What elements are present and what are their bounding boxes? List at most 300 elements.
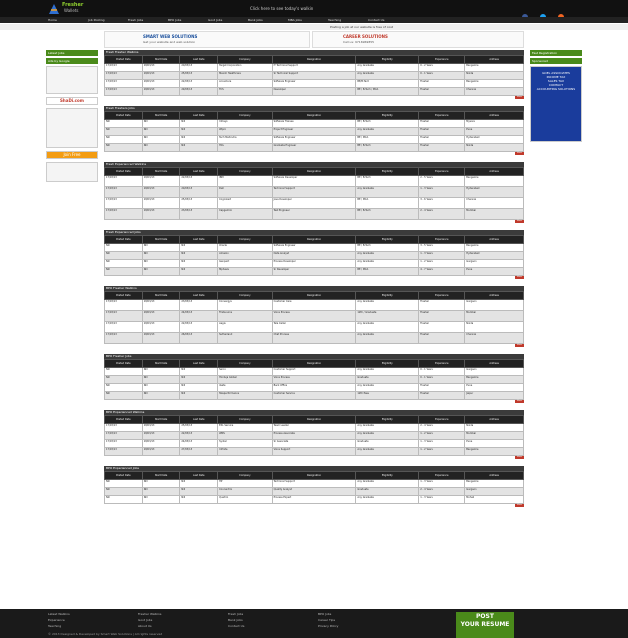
column-header: Experience — [419, 416, 465, 424]
more-button[interactable]: More — [517, 220, 522, 222]
table-cell[interactable]: TCS — [218, 88, 272, 96]
table-cell[interactable]: Amazon — [218, 252, 272, 260]
table-cell: Nill — [105, 244, 143, 252]
table-cell[interactable]: HP — [218, 480, 272, 488]
info-strip — [0, 24, 628, 30]
table-cell: Any Graduate — [356, 448, 419, 456]
table-cell: Software Trainee — [272, 120, 356, 128]
table-cell[interactable]: Wipro — [218, 128, 272, 136]
column-header: Eligibility — [356, 112, 419, 120]
table-cell: Nill — [105, 488, 143, 496]
post-resume-label: POST — [476, 613, 494, 620]
table-cell: 18/03/13 — [142, 440, 180, 448]
column-header: Start Date — [142, 472, 180, 480]
table-cell: Fresher — [419, 80, 465, 88]
table-cell: Sr Developer — [272, 268, 356, 276]
column-header: Company — [218, 472, 272, 480]
more-button[interactable]: More — [517, 400, 522, 402]
column-header: Designation — [272, 472, 356, 480]
table-cell: Pune — [465, 268, 524, 276]
table-cell[interactable]: Tech Mahindra — [218, 136, 272, 144]
table-cell: Nill — [142, 368, 180, 376]
table-cell: 17/03/13 — [105, 424, 143, 432]
table-cell: Nill — [180, 136, 218, 144]
table-cell: BE / MCA — [356, 268, 419, 276]
table-cell: Fresher — [419, 300, 465, 311]
table-cell: Nill — [180, 260, 218, 268]
table-cell: Nill — [142, 244, 180, 252]
column-header: Eligibility — [356, 168, 419, 176]
table-cell[interactable]: Infosys — [218, 120, 272, 128]
table-cell: Noida — [465, 72, 524, 80]
table-cell[interactable]: Mphasis — [218, 268, 272, 276]
table-cell: Nill — [180, 244, 218, 252]
table-cell: Nill — [105, 136, 143, 144]
column-header: Last Date — [180, 236, 218, 244]
table-cell: 22/03/13 — [180, 80, 218, 88]
table-cell: Bangalore — [465, 176, 524, 187]
table-cell: Technical Support — [272, 187, 356, 198]
table-row[interactable] — [105, 252, 524, 260]
table-cell: Customer Support — [272, 368, 356, 376]
table-row[interactable] — [105, 198, 524, 209]
table-cell: BE / B.Tech — [356, 209, 419, 220]
column-header: Company — [218, 360, 272, 368]
more-button[interactable]: More — [517, 96, 522, 98]
job-section — [104, 410, 524, 460]
table-cell: 18/03/13 — [142, 176, 180, 187]
table-cell: 0 - 1 Years — [419, 368, 465, 376]
table-cell: Nill — [180, 392, 218, 400]
nav-item[interactable]: Fresh Jobs — [128, 18, 144, 22]
table-cell: Nill — [142, 384, 180, 392]
table-cell: 17/03/13 — [105, 448, 143, 456]
column-header: Last Date — [180, 472, 218, 480]
table-cell: Customer Care — [272, 300, 356, 311]
table-cell[interactable]: Serco — [218, 368, 272, 376]
table-cell[interactable]: WNS — [218, 432, 272, 440]
sidebar-join-button[interactable]: Join Free — [46, 151, 98, 159]
table-row[interactable] — [105, 333, 524, 344]
column-header: Start Date — [142, 292, 180, 300]
footer-link[interactable]: Experience — [48, 618, 65, 622]
table-cell: Any Graduate — [356, 424, 419, 432]
table-row[interactable] — [105, 64, 524, 72]
table-row[interactable] — [105, 311, 524, 322]
nav-item[interactable]: MBA Jobs — [288, 18, 302, 22]
job-section — [104, 106, 524, 156]
logo-text[interactable]: Fresher — [62, 2, 84, 8]
table-cell: Jaipur — [465, 392, 524, 400]
table-cell: Back Office — [272, 384, 356, 392]
column-header: Address — [465, 292, 524, 300]
footer-link[interactable]: Contact Us — [228, 624, 245, 628]
table-row[interactable] — [105, 136, 524, 144]
table-cell[interactable]: Hinduja Global — [218, 376, 272, 384]
table-row[interactable] — [105, 440, 524, 448]
banner-left-tagline: Get your website and web solution — [143, 40, 196, 44]
table-row[interactable] — [105, 144, 524, 152]
table-cell: 1 - 3 Years — [419, 440, 465, 448]
table-cell: Pune — [465, 440, 524, 448]
column-header: Start Date — [142, 360, 180, 368]
footer-link[interactable]: About Us — [138, 624, 152, 628]
footer-links — [48, 612, 408, 628]
table-cell: BE / MCA — [356, 136, 419, 144]
table-cell: Customer Service — [272, 392, 356, 400]
column-header: Eligibility — [356, 56, 419, 64]
table-cell: 17/03/13 — [105, 198, 143, 209]
table-cell: 0 - 2 Years — [419, 64, 465, 72]
table-cell[interactable]: Syntel — [218, 440, 272, 448]
column-header: Experience — [419, 292, 465, 300]
table-cell: Any Graduate — [356, 496, 419, 504]
job-section — [104, 162, 524, 224]
section-title: Fresh Fresher Walkins — [104, 50, 524, 55]
column-header: Eligibility — [356, 236, 419, 244]
table-cell: Any Graduate — [356, 128, 419, 136]
ad-banner-left[interactable] — [104, 31, 310, 48]
table-row[interactable] — [105, 480, 524, 488]
nav-item[interactable]: Job Posting — [88, 18, 105, 22]
more-button[interactable]: More — [517, 344, 522, 346]
table-row[interactable] — [105, 187, 524, 198]
table-cell: Fresher — [419, 384, 465, 392]
column-header: Posted Date — [105, 292, 143, 300]
table-cell[interactable]: Firstsource — [218, 311, 272, 322]
table-row[interactable] — [105, 392, 524, 400]
column-header: Experience — [419, 112, 465, 120]
table-row[interactable] — [105, 368, 524, 376]
jobs-table — [104, 55, 524, 96]
sidebar-ad-brand[interactable]: ShaDi.com — [46, 97, 98, 105]
table-cell: Gurgaon — [465, 300, 524, 311]
nav-item[interactable]: Bank Jobs — [248, 18, 263, 22]
table-row[interactable] — [105, 424, 524, 432]
jobs-table — [104, 291, 524, 344]
table-cell: Any Graduate — [356, 384, 419, 392]
table-row[interactable] — [105, 376, 524, 384]
table-cell[interactable]: Quatrro — [218, 496, 272, 504]
table-cell: Nill — [142, 376, 180, 384]
table-cell[interactable]: Oracle — [218, 244, 272, 252]
table-cell: 17/03/13 — [105, 80, 143, 88]
table-cell: Nill — [180, 376, 218, 384]
table-cell: Graduate Engineer — [272, 144, 356, 152]
banner-right-title: CAREER SOLUTIONS — [343, 34, 388, 39]
table-cell: Nill — [180, 384, 218, 392]
column-header: Address — [465, 472, 524, 480]
table-cell: 1 - 3 Years — [419, 252, 465, 260]
table-cell: Technical Support — [272, 480, 356, 488]
sidebar-ad-block[interactable] — [46, 162, 98, 182]
nav-item[interactable]: Teaching — [328, 18, 342, 22]
table-cell: Noida — [465, 144, 524, 152]
column-header: Last Date — [180, 360, 218, 368]
footer-link[interactable]: Fresher Walkins — [138, 612, 162, 616]
table-cell: Graduate — [356, 488, 419, 496]
table-row[interactable] — [105, 128, 524, 136]
table-cell: 12th / Graduate — [356, 311, 419, 322]
table-row[interactable] — [105, 300, 524, 311]
table-cell: Nill — [180, 496, 218, 504]
table-row[interactable] — [105, 209, 524, 220]
ad-banner-right[interactable] — [312, 31, 524, 48]
job-section — [104, 286, 524, 348]
table-cell[interactable]: Dell — [218, 187, 272, 198]
jobs-table — [104, 359, 524, 400]
footer-link[interactable]: BPO Jobs — [318, 612, 332, 616]
table-cell: Bangalore — [465, 244, 524, 252]
table-cell: Nill — [180, 128, 218, 136]
footer-link[interactable]: Bank Jobs — [228, 618, 243, 622]
table-cell[interactable]: HCL — [218, 144, 272, 152]
table-cell[interactable]: Aegis — [218, 322, 272, 333]
table-cell[interactable]: Capgemini — [218, 209, 272, 220]
table-cell: 24/03/13 — [180, 311, 218, 322]
column-header: Last Date — [180, 56, 218, 64]
table-cell: Mumbai — [465, 311, 524, 322]
table-cell: 2 - 5 Years — [419, 176, 465, 187]
more-link-row — [104, 504, 524, 508]
left-sidebar — [46, 50, 98, 185]
column-header: Posted Date — [105, 472, 143, 480]
sidebar-ad-photo[interactable] — [46, 66, 98, 94]
table-cell: 26/03/13 — [180, 333, 218, 344]
table-row[interactable] — [105, 72, 524, 80]
table-cell: BE / B.Tech — [356, 176, 419, 187]
more-button[interactable]: More — [517, 456, 522, 458]
column-header: Address — [465, 236, 524, 244]
table-cell: Fresher — [419, 322, 465, 333]
column-header: Address — [465, 56, 524, 64]
table-cell: Hyderabad — [465, 252, 524, 260]
table-cell: BE / B.Tech — [356, 120, 419, 128]
table-cell: 0 - 1 Years — [419, 72, 465, 80]
table-cell: Process Associate — [272, 432, 356, 440]
nav-item[interactable]: Home — [48, 18, 57, 22]
table-cell: Software Engineer — [272, 80, 356, 88]
table-row[interactable] — [105, 80, 524, 88]
table-cell: 17/03/13 — [105, 64, 143, 72]
main-nav — [0, 17, 628, 23]
table-cell: Chat Process — [272, 333, 356, 344]
table-cell: 29/03/13 — [180, 88, 218, 96]
table-cell: 17/03/13 — [105, 300, 143, 311]
table-cell: 18/03/13 — [142, 198, 180, 209]
table-cell: Any Graduate — [356, 432, 419, 440]
table-cell[interactable]: Convergys — [218, 300, 272, 311]
table-cell: Nill — [180, 268, 218, 276]
table-cell[interactable]: Cognizant — [218, 198, 272, 209]
right-sidebar-heading: Fast Registration — [530, 50, 582, 56]
table-cell: Nill — [105, 368, 143, 376]
table-cell: Mohali — [465, 496, 524, 504]
footer-link[interactable]: Govt Jobs — [138, 618, 153, 622]
column-header: Address — [465, 112, 524, 120]
table-cell: Nill — [180, 252, 218, 260]
table-cell: Process Expert — [272, 496, 356, 504]
table-cell: 2 - 4 Years — [419, 209, 465, 220]
table-cell: 23/03/13 — [180, 300, 218, 311]
footer-link[interactable]: Teaching — [48, 624, 62, 628]
table-cell: Bangalore — [465, 64, 524, 72]
table-cell: 18/03/13 — [142, 64, 180, 72]
logo-icon[interactable] — [48, 3, 60, 15]
footer-link[interactable]: Privacy Policy — [318, 624, 339, 628]
table-cell: Nill — [105, 480, 143, 488]
table-row[interactable] — [105, 384, 524, 392]
table-cell: Nill — [105, 384, 143, 392]
footer-copyright: © 2013 Designed & Developed by Smart Web Solutions | All rights reserved — [48, 632, 163, 636]
column-header: Experience — [419, 360, 465, 368]
table-cell: Nill — [105, 128, 143, 136]
table-row[interactable] — [105, 448, 524, 456]
header-walkin-link[interactable]: Click here to see today's walkin — [250, 6, 314, 11]
table-cell: Any Graduate — [356, 187, 419, 198]
column-header: Designation — [272, 168, 356, 176]
column-header: Experience — [419, 56, 465, 64]
table-cell: 1 - 2 Years — [419, 448, 465, 456]
table-cell: Chennai — [465, 333, 524, 344]
table-cell: Fresher — [419, 144, 465, 152]
column-header: Designation — [272, 416, 356, 424]
table-cell: Any Graduate — [356, 72, 419, 80]
more-button[interactable]: More — [517, 504, 522, 506]
info-strip-text: Posting a job at our website is free of cost — [330, 25, 393, 29]
table-cell[interactable]: EXL Service — [218, 424, 272, 432]
table-cell: 18/03/13 — [142, 80, 180, 88]
table-cell: 18/03/13 — [142, 88, 180, 96]
table-cell: 1 - 3 Years — [419, 480, 465, 488]
table-cell[interactable]: Infinite — [218, 448, 272, 456]
column-header: Posted Date — [105, 360, 143, 368]
table-cell[interactable]: Concentrix — [218, 488, 272, 496]
table-row[interactable] — [105, 488, 524, 496]
table-cell: Bangalore — [465, 376, 524, 384]
post-resume-button[interactable] — [456, 612, 514, 638]
table-cell: Voice Process — [272, 311, 356, 322]
table-cell: Java Developer — [272, 198, 356, 209]
ad-line: CONTACT — [548, 83, 564, 87]
table-cell: Process Developer — [272, 260, 356, 268]
table-row[interactable] — [105, 88, 524, 96]
table-row[interactable] — [105, 268, 524, 276]
table-cell[interactable]: Genpact — [218, 260, 272, 268]
left-sidebar-heading: Ads by Google — [46, 58, 98, 64]
column-header: Last Date — [180, 168, 218, 176]
table-cell: 2 - 4 Years — [419, 488, 465, 496]
table-cell[interactable]: Sutherland — [218, 333, 272, 344]
section-title: BPO Experienced Walkins — [104, 410, 524, 415]
table-row[interactable] — [105, 322, 524, 333]
table-cell[interactable]: Target Corporation — [218, 64, 272, 72]
table-row[interactable] — [105, 260, 524, 268]
main-content — [104, 50, 524, 514]
footer-link[interactable]: Career Tips — [318, 618, 336, 622]
nav-item[interactable]: Govt Jobs — [208, 18, 223, 22]
table-cell: Sr Associate — [272, 440, 356, 448]
column-header: Company — [218, 292, 272, 300]
table-cell: Test Engineer — [272, 209, 356, 220]
more-button[interactable]: More — [517, 276, 522, 278]
column-header: Experience — [419, 472, 465, 480]
column-header: Designation — [272, 56, 356, 64]
table-cell: 3 - 5 Years — [419, 244, 465, 252]
table-cell: Nill — [105, 260, 143, 268]
table-cell[interactable]: iGate — [218, 384, 272, 392]
footer-link[interactable]: Fresh Jobs — [228, 612, 244, 616]
footer-link[interactable]: Latest Walkins — [48, 612, 70, 616]
table-cell: 22/03/13 — [180, 322, 218, 333]
table-cell: Voice Support — [272, 448, 356, 456]
column-header: Designation — [272, 292, 356, 300]
table-cell: Any Graduate — [356, 260, 419, 268]
table-row[interactable] — [105, 120, 524, 128]
column-header: Designation — [272, 236, 356, 244]
table-cell: 4 - 7 Years — [419, 268, 465, 276]
table-cell: 1 - 3 Years — [419, 496, 465, 504]
table-cell: Chennai — [465, 198, 524, 209]
table-cell: 25/03/13 — [180, 198, 218, 209]
more-button[interactable]: More — [517, 152, 522, 154]
nav-item[interactable]: Contact Us — [368, 18, 385, 22]
table-row[interactable] — [105, 432, 524, 440]
table-cell[interactable]: Teleperformance — [218, 392, 272, 400]
column-header: Designation — [272, 360, 356, 368]
table-row[interactable] — [105, 244, 524, 252]
table-cell: Any Graduate — [356, 368, 419, 376]
table-row[interactable] — [105, 176, 524, 187]
ad-line: SALES TAX — [547, 79, 565, 83]
table-cell: Any Graduate — [356, 322, 419, 333]
table-cell: Nill — [180, 144, 218, 152]
table-cell: 18/03/13 — [142, 333, 180, 344]
table-cell[interactable]: Maxim Healthcare — [218, 72, 272, 80]
right-sidebar — [530, 50, 582, 145]
table-cell: 18/03/13 — [142, 72, 180, 80]
table-cell: Nill — [142, 120, 180, 128]
table-cell: Tele Caller — [272, 322, 356, 333]
more-link-row — [104, 344, 524, 348]
sidebar-ad-accounting[interactable] — [530, 66, 582, 142]
table-cell: Pune — [465, 384, 524, 392]
sidebar-ad-profiles[interactable] — [46, 108, 98, 148]
table-cell[interactable]: IBM — [218, 176, 272, 187]
table-cell: Chennai — [465, 88, 524, 96]
table-cell: Nill — [105, 120, 143, 128]
table-cell: Gurgaon — [465, 368, 524, 376]
column-header: Last Date — [180, 112, 218, 120]
section-title: BPO Experienced Jobs — [104, 466, 524, 471]
table-cell: Nill — [180, 120, 218, 128]
table-cell: 2 - 4 Years — [419, 424, 465, 432]
table-cell: Bangalore — [465, 448, 524, 456]
column-header: Eligibility — [356, 472, 419, 480]
table-cell: 22/03/13 — [180, 432, 218, 440]
column-header: Posted Date — [105, 56, 143, 64]
section-title: Fresh Experienced Walkins — [104, 162, 524, 167]
table-row[interactable] — [105, 496, 524, 504]
column-header: Company — [218, 112, 272, 120]
table-cell: Mysore — [465, 120, 524, 128]
table-cell: Nill — [105, 252, 143, 260]
table-cell: Hyderabad — [465, 187, 524, 198]
nav-item[interactable]: BPO Jobs — [168, 18, 182, 22]
table-cell[interactable]: Accenture — [218, 80, 272, 88]
table-cell: Sr Technical Support — [272, 72, 356, 80]
banner-right-tagline: Call us: 9716969855 — [343, 40, 375, 44]
